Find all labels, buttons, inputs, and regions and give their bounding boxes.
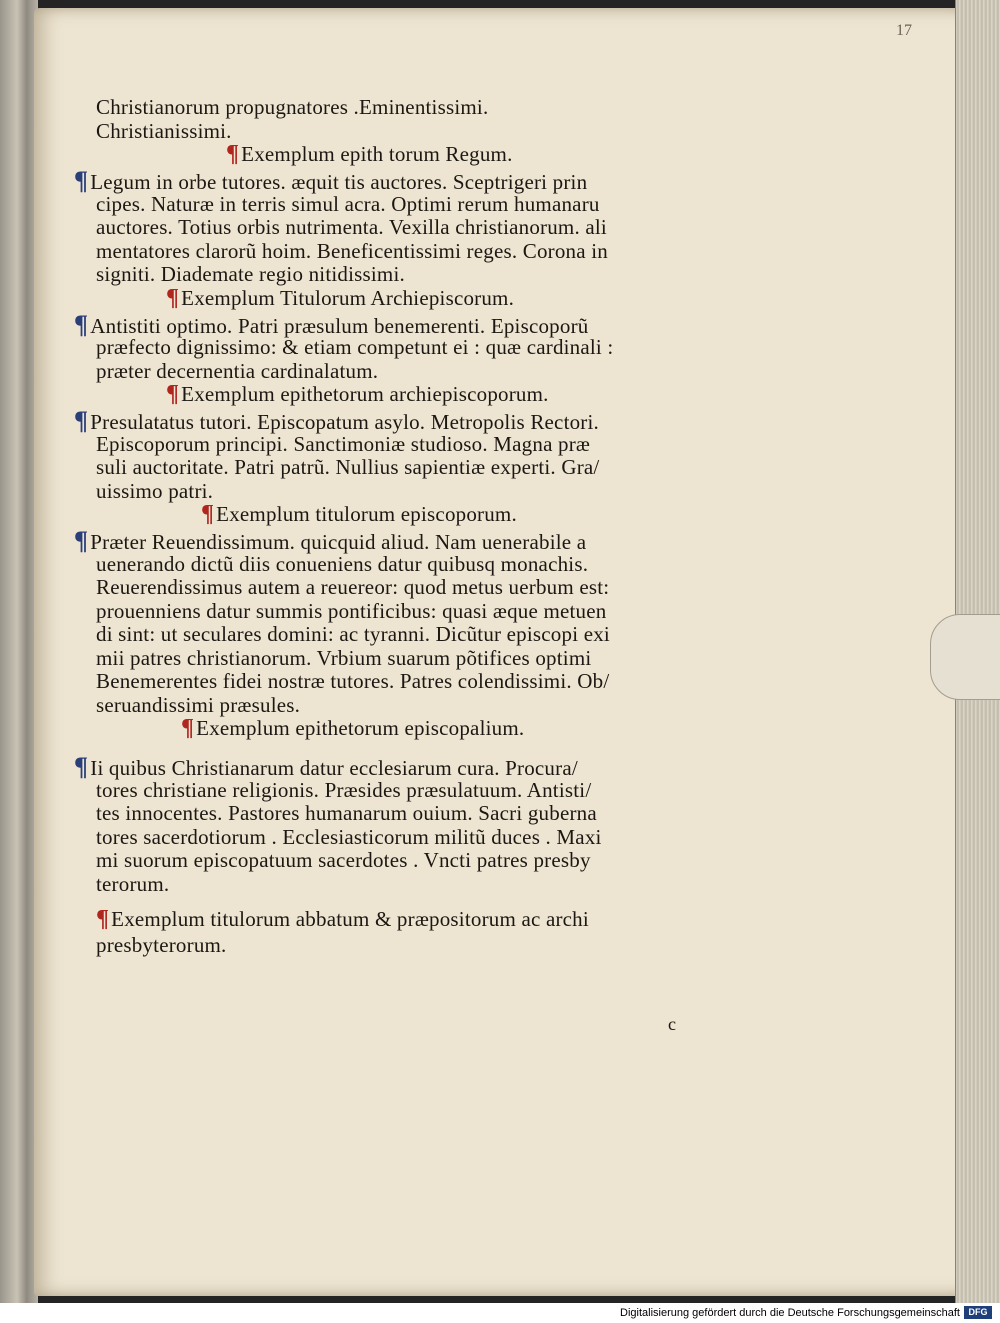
- blue-paragraph-mark-icon: ¶: [74, 406, 89, 435]
- section-heading: [96, 143, 766, 169]
- line-text: prouenniens datur summis pontificibus: quasi æque metuen: [96, 598, 607, 623]
- red-paragraph-mark-icon: ¶: [181, 715, 195, 741]
- line-gap: [96, 743, 766, 755]
- text-line: [96, 336, 766, 360]
- red-paragraph-mark-icon: ¶: [166, 381, 180, 407]
- text-line: [96, 360, 766, 384]
- text-line: [96, 802, 766, 826]
- line-text: Christianissimi.: [96, 118, 232, 143]
- book-binding-edge: [0, 0, 38, 1303]
- blue-paragraph-mark-icon: ¶: [74, 526, 89, 555]
- blue-paragraph-mark-icon: ¶: [74, 309, 89, 339]
- line-text: Christianorum propugnatores .Eminentissimi.: [96, 95, 489, 119]
- text-line: [74, 406, 766, 435]
- line-text: presbyterorum.: [96, 933, 227, 957]
- text-line: [96, 826, 766, 850]
- text-line: [96, 849, 766, 873]
- line-text: Ii quibus Christianarum datur ecclesiarum cura. Procura/: [90, 756, 578, 780]
- line-text: cipes. Naturæ in terris simul acra. Optimi rerum humanaru: [96, 191, 600, 216]
- text-line: [74, 309, 766, 339]
- text-line: [96, 873, 766, 897]
- text-line: [96, 96, 766, 120]
- line-text: auctores. Totius orbis nutrimenta. Vexilla christianorum. ali: [96, 215, 607, 239]
- blue-paragraph-mark-icon: ¶: [74, 752, 89, 781]
- line-text: di sint: ut seculares domini: ac tyranni. Dicũtur episcopi exi: [96, 622, 610, 646]
- text-line: [74, 166, 766, 195]
- line-text: Antistiti optimo. Patri præsulum benemerenti. Episcoporũ: [90, 313, 589, 338]
- line-text: Exemplum epithetorum archiepiscoporum.: [181, 382, 549, 406]
- text-line: [96, 576, 766, 600]
- line-text: mi suorum episcopatuum sacerdotes . Vncti patres presby: [96, 848, 591, 872]
- line-text: tes innocentes. Pastores humanarum ouium. Sacri guberna: [96, 801, 597, 825]
- red-paragraph-mark-icon: ¶: [226, 141, 240, 167]
- line-text: Exemplum Titulorum Archiepiscorum.: [181, 285, 515, 310]
- red-paragraph-mark-icon: ¶: [166, 284, 180, 311]
- red-paragraph-mark-icon: ¶: [201, 501, 215, 527]
- text-line: [96, 433, 766, 457]
- text-line: [74, 752, 766, 781]
- text-line: [96, 647, 766, 671]
- line-text: terorum.: [96, 871, 170, 896]
- folio-number: 17: [896, 22, 912, 39]
- text-line: [96, 120, 766, 144]
- dfg-logo: DFG: [964, 1306, 992, 1319]
- section-heading: [96, 383, 766, 409]
- line-text: uenerando dictũ diis conueniens datur quibusq monachis.: [96, 551, 589, 576]
- section-heading: [96, 717, 766, 743]
- text-line: [96, 193, 766, 217]
- line-text: Exemplum epith torum Regum.: [241, 142, 513, 166]
- text-line: [74, 526, 766, 555]
- section-heading: [96, 503, 766, 529]
- line-text: signiti. Diademate regio nitidissimi.: [96, 262, 405, 286]
- line-text: Reuerendissimus autem a reuereor: quod metus uerbum est:: [96, 575, 610, 599]
- blue-paragraph-mark-icon: ¶: [74, 166, 89, 195]
- line-text: tores sacerdotiorum . Ecclesiasticorum militũ duces . Maxi: [96, 824, 602, 849]
- page-clip: [930, 614, 1000, 700]
- line-text: suli auctoritate. Patri patrũ. Nullius sapientiæ experti. Gra/: [96, 455, 600, 479]
- text-line: [96, 779, 766, 803]
- text-line: [96, 263, 766, 287]
- line-text: mentatores clarorũ hoim. Beneficentissimi reges. Corona in: [96, 238, 608, 263]
- section-heading: [96, 284, 766, 313]
- text-line: [96, 670, 766, 694]
- text-line: [96, 480, 766, 504]
- printed-text-block: [74, 95, 766, 958]
- line-text: Presulatatus tutori. Episcopatum asylo. Metropolis Rectori.: [90, 410, 599, 434]
- section-heading: [96, 908, 766, 934]
- text-line: [96, 694, 766, 718]
- line-text: tores christiane religionis. Præsides præsulatuum. Antisti/: [96, 777, 592, 802]
- line-text: Exemplum titulorum episcoporum.: [216, 502, 517, 526]
- line-text: Benemerentes fidei nostræ tutores. Patres colendissimi. Ob/: [96, 669, 610, 693]
- line-text: præfecto dignissimo: & etiam competunt ei : quæ cardinali :: [96, 335, 614, 359]
- line-text: uissimo patri.: [96, 478, 214, 503]
- red-paragraph-mark-icon: ¶: [96, 906, 110, 932]
- line-text: Præter Reuendissimum. quicquid aliud. Nam uenerabile a: [90, 530, 587, 554]
- line-text: præter decernentia cardinalatum.: [96, 358, 379, 383]
- text-line: [96, 600, 766, 624]
- text-line: [96, 623, 766, 647]
- line-text: Exemplum titulorum abbatum & præpositorum ac archi: [111, 907, 589, 931]
- funding-credit: Digitalisierung gefördert durch die Deutsche Forschungsgemeinschaft: [620, 1307, 960, 1319]
- text-line: [96, 240, 766, 264]
- line-text: seruandissimi præsules.: [96, 692, 301, 717]
- line-text: mii patres christianorum. Vrbium suarum põtifices optimi: [96, 645, 592, 670]
- text-line: [96, 934, 766, 958]
- text-line: [96, 456, 766, 480]
- footer-bar: [0, 1303, 1000, 1323]
- signature-mark: c: [668, 1014, 676, 1034]
- text-line: [96, 553, 766, 577]
- line-text: Legum in orbe tutores. æquit tis auctores. Sceptrigeri prin: [90, 170, 588, 194]
- text-line: [96, 216, 766, 240]
- line-text: Exemplum epithetorum episcopalium.: [196, 716, 525, 740]
- line-text: Episcoporum principi. Sanctimoniæ studioso. Magna præ: [96, 431, 591, 456]
